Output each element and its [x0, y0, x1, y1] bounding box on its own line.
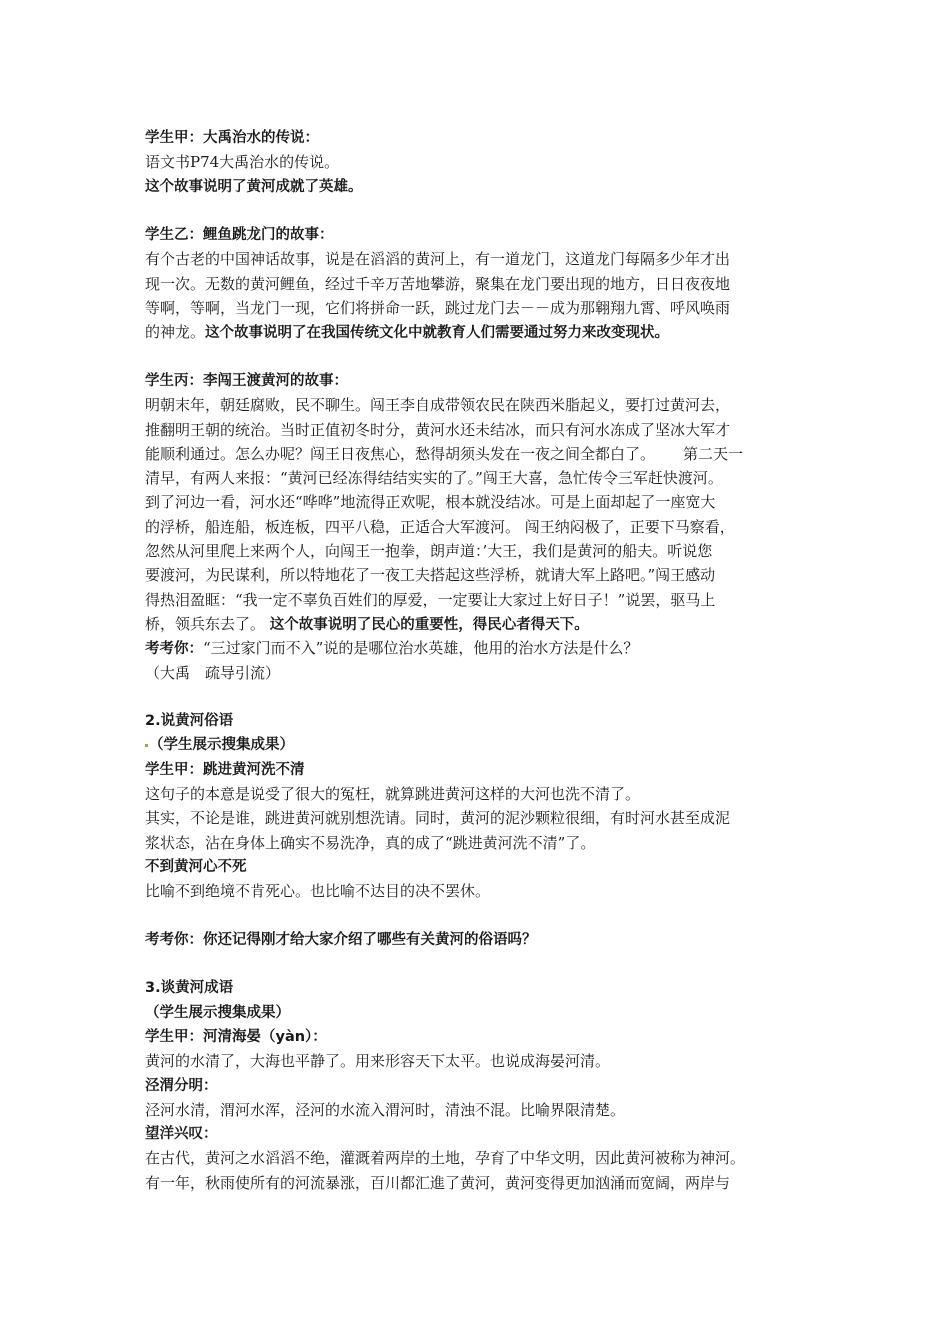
spacer	[145, 952, 815, 976]
paragraph-text: 第二天一	[683, 444, 744, 463]
idiom-heading: 泾渭分明：	[145, 1077, 218, 1094]
quiz-line	[145, 636, 815, 660]
paragraph-line: 泾河水清，渭河水浑，泾河的水流入渭河时，清浊不混。比喻界限清楚。	[145, 1100, 626, 1119]
paragraph-line: 浆状态，沾在身体上确实不易洗净，真的成了“跳进黄河洗不清”了。	[145, 833, 596, 852]
paragraph-line: 清早，有两人来报：“黄河已经冻得结结实实的了。”闯王大喜，急忙传令三军赶快渡河。	[145, 469, 723, 488]
paragraph-line: 有一年，秋雨使所有的河流暴涨，百川都汇進了黄河，黄河变得更加汹涌而宽阔，两岸与	[145, 1173, 731, 1192]
paragraph-line: 推翻明王朝的统治。当时正值初冬时分，黄河水还未结冰，而只有河水冻成了坚冰大军才	[145, 420, 731, 439]
paragraph-line	[145, 612, 815, 636]
subheading-text: （学生展示搜集成果）	[149, 737, 294, 754]
idiom-heading: 学生甲：河清海晏（yàn）：	[145, 1028, 327, 1045]
paragraph-line: 有个古老的中国神话故事，说是在滔滔的黄河上，有一道龙门，这道龙门每隔多少年才出	[145, 250, 731, 269]
paragraph-line	[145, 320, 815, 344]
paragraph-line: 得热泪盈眶：“我一定不辜负百姓们的厚爱，一定要让大家过上好日子！”说罢，驱马上	[145, 590, 716, 609]
section-subheading	[145, 733, 815, 757]
paragraph-line: 其实，不论是谁，跳进黄河就别想洗请。同时，黄河的泥沙颗粒很细，有时河水甚至成泥	[145, 809, 731, 828]
paragraph-line: 要渡河，为民谋利，所以特地花了一夜工夫搭起这些浮桥，就请大军上路吧。”闯王感动	[145, 566, 716, 585]
story-conclusion: 这个故事说明了民心的重要性，得民心者得天下。	[269, 616, 589, 633]
paragraph-line: 比喻不到绝境不肯死心。也比喻不达目的决不罢休。	[145, 882, 491, 901]
paragraph-line: 语文书P74大禹治水的传说。	[145, 153, 340, 172]
section-heading: 2.说黄河俗语	[145, 713, 234, 730]
paragraph-line: 现一次。无数的黄河鲤鱼，经过千辛万苦地攀游，聚集在龙门要出现的地方，日日夜夜地	[145, 274, 731, 293]
paragraph-text: 能顺利通过。怎么办呢？闯王日夜焦心，愁得胡须头发在一夜之间全都白了。	[145, 444, 656, 463]
idiom-heading: 望洋兴叹：	[145, 1126, 218, 1143]
paragraph-line: 忽然从河里爬上来两个人，向闯王一抱拳，朗声道：’大王，我们是黄河的船夫。听说您	[145, 542, 713, 561]
section-heading: 学生乙：鲤鱼跳龙门的故事：	[145, 227, 334, 244]
quiz-line: 考考你：你还记得刚才给大家介绍了哪些有关黄河的俗语吗？	[145, 931, 537, 948]
paragraph-line: 明朝末年，朝廷腐败，民不聊生。闯王李自成带领农民在陕西米脂起义，要打过黄河去，	[145, 396, 731, 415]
paragraph-text: 桥，领兵东去了。	[145, 614, 266, 633]
bullet-mark	[145, 744, 148, 747]
spacer	[145, 345, 815, 369]
paragraph-line: 到了河边一看，河水还“哗哗”地流得正欢呢，根本就没结冰。可是上面却起了一座宽大	[145, 493, 716, 512]
section-heading: 学生丙：李闯王渡黄河的故事：	[145, 372, 348, 389]
quiz-text: “三过家门而不入”说的是哪位治水英雄，他用的治水方法是什么？	[203, 639, 639, 658]
section-heading: 3.谈黄河成语	[145, 980, 234, 997]
quiz-label: 考考你：	[145, 641, 203, 658]
answer-line: （大禹 疏导引流）	[145, 663, 281, 682]
spacer	[145, 904, 815, 928]
paragraph-line: 这句子的本意是说受了很大的冤枉，就算跳进黄河这样的大河也洗不清了。	[145, 785, 641, 804]
idiom-heading: 学生甲：跳进黄河洗不清	[145, 761, 305, 778]
story-conclusion: 这个故事说明了黄河成就了英雄。	[145, 178, 363, 195]
section-subheading: （学生展示搜集成果）	[145, 1004, 290, 1021]
section-heading: 学生甲：大禹治水的传说：	[145, 130, 319, 146]
story-conclusion: 这个故事说明了在我国传统文化中就教育人们需要通过努力来改变现状。	[205, 325, 670, 342]
paragraph-line: 在古代，黄河之水滔滔不绝，灌溉着两岸的土地，孕育了中华文明，因此黄河被称为神河。	[145, 1149, 746, 1168]
paragraph-line: 黄河的水清了，大海也平静了。用来形容天下太平。也说成海晏河清。	[145, 1052, 611, 1071]
paragraph-text: 的神龙。	[145, 323, 206, 342]
paragraph-line: 的浮桥，船连船，板连板，四平八稳，正适合大军渡河。 闯王纳闷极了，正要下马察看，	[145, 517, 735, 536]
paragraph-line: 等啊，等啊，当龙门一现，它们将拼命一跃，跳过龙门去－－成为那翱翔九霄、呼风唤雨	[145, 299, 731, 318]
spacer	[145, 199, 815, 223]
paragraph-line	[145, 442, 815, 466]
idiom-heading: 不到黄河心不死	[145, 858, 247, 875]
document-page	[145, 126, 815, 1195]
spacer	[145, 685, 815, 709]
